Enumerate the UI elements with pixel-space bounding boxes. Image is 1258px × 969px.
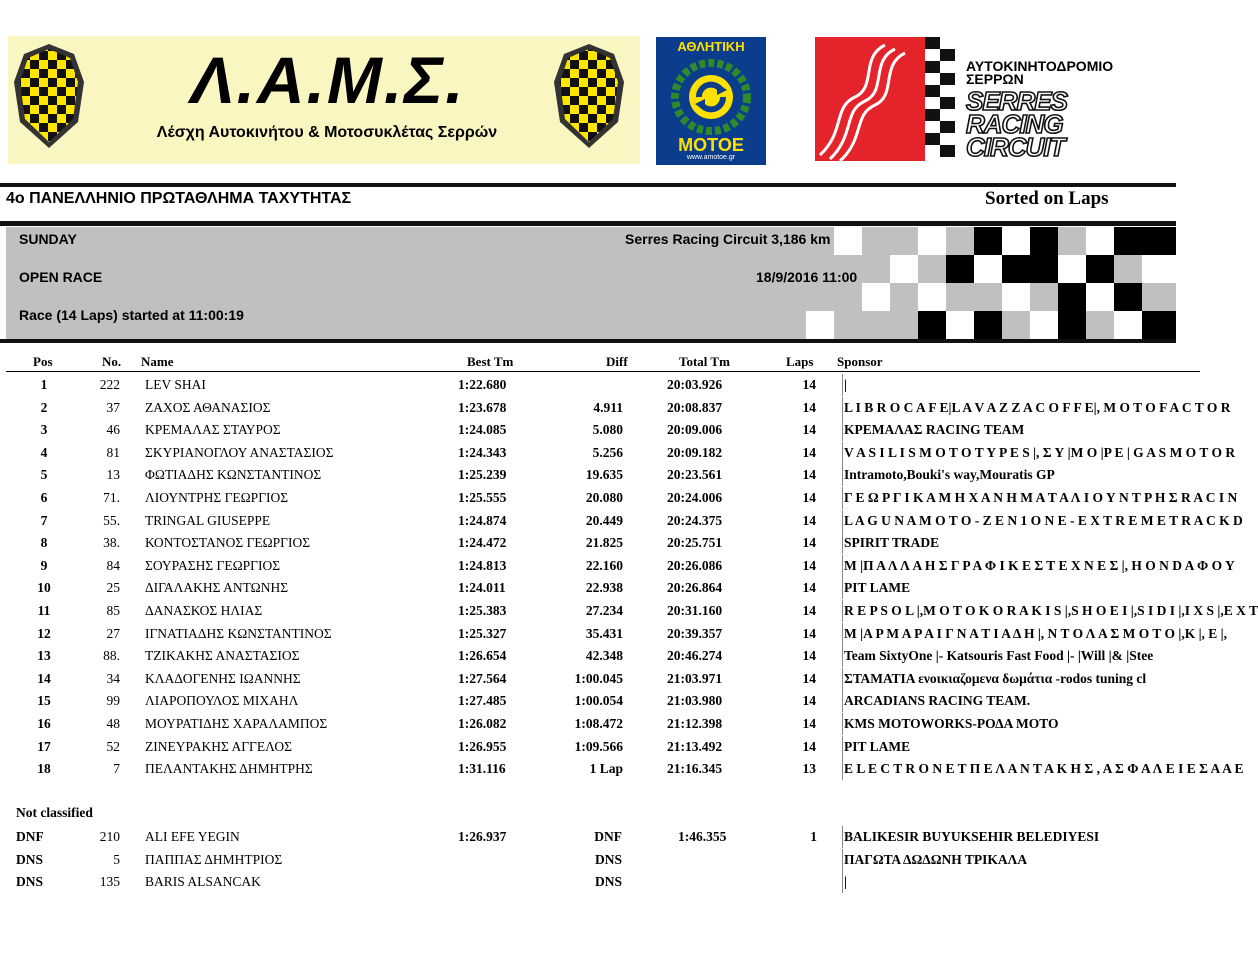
cell-diff: 42.348	[585, 648, 623, 664]
col-header-laps: Laps	[786, 354, 814, 369]
cell-no: 52	[106, 738, 120, 754]
cell-no: 13	[106, 467, 120, 483]
cell-total: 21:16.345	[667, 761, 723, 777]
racing-stripes-flag-icon	[815, 37, 955, 161]
cell-name: ΚΡΕΜΑΛΑΣ ΣΤΑΥΡΟΣ	[145, 422, 281, 438]
cell-pos: 10	[37, 580, 51, 596]
cell-best: 1:23.678	[458, 399, 507, 415]
cell-sponsor: |	[842, 871, 1174, 893]
divider-bottom	[0, 339, 1176, 343]
cell-name: ΣΚΥΡΙΑΝΟΓΛΟΥ ΑΝΑΣΤΑΣΙΟΣ	[145, 444, 334, 460]
cell-pos: 7	[40, 512, 48, 528]
table-row	[0, 577, 1200, 599]
col-header-name: Name	[141, 354, 174, 369]
cell-pos: 11	[37, 603, 51, 618]
cell-diff: 20.080	[585, 490, 623, 505]
cell-name: ΔΑΝΑΣΚΟΣ ΗΛΙΑΣ	[145, 603, 263, 618]
lams-logo	[8, 36, 640, 164]
cell-best: 1:24.874	[458, 512, 507, 528]
table-row	[0, 736, 1200, 758]
cell-no: 46	[106, 422, 120, 438]
cell-name: ΚΟΝΤΟΣΤΑΝΟΣ ΓΕΩΡΓΙΟΣ	[145, 535, 311, 551]
cell-sponsor: R E P S O L |,M O T O K O R A K I S |,S H O E I |,S I D I |,I X S |,E X T	[842, 600, 1174, 622]
cell-laps: 14	[802, 399, 816, 415]
cell-laps: 1	[810, 829, 817, 844]
cell-diff: 20.449	[585, 512, 623, 528]
cell-no: 38.	[103, 535, 120, 551]
cell-best: 1:26.937	[458, 829, 507, 844]
cell-pos: 1	[40, 377, 48, 392]
cell-pos: 3	[40, 422, 48, 438]
cell-diff: 1:00.054	[574, 693, 623, 709]
championship-title: 4ο ΠΑΝΕΛΛΗΝΙΟ ΠΡΩΤΑΘΛΗΜΑ ΤΑΧΥΤΗΤΑΣ	[6, 190, 352, 207]
race-name: OPEN RACE	[19, 269, 103, 285]
cell-diff: 4.911	[593, 399, 623, 415]
cell-no: 84	[106, 557, 120, 573]
cell-pos: 13	[37, 648, 51, 664]
cell-best: 1:31.116	[458, 761, 506, 777]
cell-name: TRINGAL GIUSEPPE	[145, 512, 271, 528]
cell-diff: 1 Lap	[589, 761, 623, 777]
cell-diff: 27.234	[585, 603, 623, 618]
cell-sponsor: ΣΤΑΜΑΤΙΑ ενοικιαζομενα δωμάτια -rodos tuning cl	[842, 668, 1174, 690]
cell-pos: 16	[37, 716, 51, 731]
lams-title: Λ.Α.Μ.Σ.	[190, 43, 466, 117]
cell-sponsor: ARCADIANS RACING TEAM.	[842, 690, 1174, 712]
cell-sponsor: KMS MOTOWORKS-ΡΟΔΑ ΜΟΤΟ	[842, 713, 1174, 735]
table-row	[0, 464, 1200, 486]
cell-diff: 5.256	[592, 444, 623, 460]
cell-total: 21:03.980	[667, 693, 723, 709]
cell-laps: 14	[802, 557, 816, 573]
cell-best: 1:24.085	[458, 422, 507, 438]
cell-sponsor: L A G U N A M O T O - Z E N 1 O N E - E X T R E M E T R A C K D	[842, 510, 1174, 532]
table-row	[0, 532, 1200, 554]
cell-pos: 8	[40, 535, 48, 551]
cell-no: 88.	[103, 648, 120, 664]
cell-pos: 5	[40, 467, 48, 483]
cell-name: ΠΕΛΑΝΤΑΚΗΣ ΔΗΜΗΤΡΗΣ	[145, 761, 313, 777]
cell-best: 1:24.472	[458, 535, 507, 551]
cell-no: 5	[113, 851, 120, 867]
cell-total: 21:12.398	[667, 716, 723, 731]
race-day: SUNDAY	[19, 231, 77, 247]
cell-sponsor: Γ Ε Ω Ρ Γ Ι Κ Α Μ Η Χ Α Ν Η Μ Α Τ Α Λ Ι Ο Υ Ν Τ Ρ Η Σ R A C I N	[842, 487, 1174, 509]
cell-best: 1:24.343	[458, 444, 507, 460]
cell-laps: 14	[802, 490, 816, 505]
cell-diff: 21.825	[585, 535, 623, 551]
motoe-name: MOTOE	[678, 135, 744, 155]
cell-laps: 14	[802, 625, 816, 641]
cell-diff: DNS	[594, 851, 622, 867]
cell-laps: 14	[802, 648, 816, 664]
checkered-shield-left-icon	[12, 42, 86, 150]
cell-pos: 14	[37, 670, 51, 686]
table-row	[0, 713, 1200, 735]
cell-total: 20:09.182	[667, 444, 723, 460]
table-row	[0, 419, 1200, 441]
cell-name: ΤΖΙΚΑΚΗΣ ΑΝΑΣΤΑΣΙΟΣ	[145, 648, 300, 664]
table-row	[0, 826, 1200, 848]
cell-total: 20:26.086	[667, 557, 723, 573]
cell-diff: 35.431	[585, 625, 623, 641]
cell-sponsor: Μ |Α Ρ Μ Α Ρ Α Ι Γ Ν Α Τ Ι Α Δ Η |, Ν Τ Ο Λ Α Σ Μ Ο Τ Ο |,Κ |, Ε |,	[842, 623, 1174, 645]
motoe-logo	[656, 37, 766, 165]
cell-diff: 22.160	[585, 557, 623, 573]
table-row	[0, 555, 1235, 577]
cell-sponsor: SPIRIT TRADE	[842, 532, 1174, 554]
cell-best: 1:25.383	[458, 603, 507, 618]
cell-best: 1:24.011	[458, 580, 506, 596]
cell-diff: DNF	[594, 829, 622, 844]
cell-laps: 14	[802, 512, 816, 528]
cell-name: ΛΙΑΡΟΠΟΥΛΟΣ ΜΙΧΑΗΛ	[145, 693, 299, 709]
laurel-wreath-icon	[671, 57, 751, 135]
table-row	[0, 668, 1200, 690]
cell-sponsor: PIT LAME	[842, 577, 1174, 599]
cell-laps: 14	[802, 535, 816, 551]
sort-label: Sorted on Laps	[985, 188, 1109, 209]
cell-sponsor: ΚΡΕΜΑΛΑΣ RACING TEAM	[842, 419, 1174, 441]
cell-sponsor: V A S I L I S M O T O T Y P E S |, Σ Υ |Μ Ο |Ρ Ε | G A S M O T O R	[842, 442, 1174, 464]
col-header-pos: Pos	[33, 354, 53, 369]
col-header-no: No.	[102, 354, 122, 369]
cell-laps: 14	[802, 580, 816, 596]
cell-total: 20:24.375	[667, 512, 723, 528]
col-header-sponsor: Sponsor	[837, 354, 883, 369]
cell-no: 37	[106, 399, 120, 415]
cell-laps: 14	[802, 467, 816, 483]
cell-sponsor: PIT LAME	[842, 736, 1174, 758]
cell-total: 1:46.355	[678, 829, 727, 844]
cell-pos: 6	[40, 490, 48, 505]
cell-total: 20:23.561	[667, 467, 723, 483]
cell-sponsor: L I B R O C A F E|L A V A Z Z A C O F F E|, M O T O F A C T O R	[842, 397, 1174, 419]
cell-name: ΙΓΝΑΤΙΑΔΗΣ ΚΩΝΣΤΑΝΤΙΝΟΣ	[145, 625, 332, 641]
table-row	[0, 758, 1244, 780]
circuit-greek-name: ΑΥΤΟΚΙΝΗΤΟΔΡΟΜΙΟ ΣΕΡΡΩΝ	[966, 58, 1114, 87]
cell-best: 1:26.654	[458, 648, 507, 664]
divider-top	[0, 183, 1176, 187]
cell-laps: 14	[802, 670, 816, 686]
table-row	[0, 487, 1238, 509]
cell-no: 71.	[103, 490, 120, 505]
cell-no: 99	[106, 693, 120, 709]
cell-name: ΜΟΥΡΑΤΙΔΗΣ ΧΑΡΑΛΑΜΠΟΣ	[145, 716, 328, 731]
table-row	[0, 374, 1200, 396]
cell-sponsor: BALIKESIR BUYUKSEHIR BELEDIYESI	[842, 826, 1174, 848]
table-header-rule	[6, 371, 1200, 372]
cell-no: 25	[106, 580, 120, 596]
table-row	[0, 871, 1200, 893]
cell-pos: 15	[37, 693, 51, 709]
table-row	[0, 623, 1228, 645]
table-row	[0, 442, 1236, 464]
cell-pos: DNS	[16, 874, 44, 889]
table-row	[0, 510, 1243, 532]
cell-best: 1:27.564	[458, 670, 507, 686]
cell-laps: 14	[802, 716, 816, 731]
cell-no: 27	[106, 625, 120, 641]
checkered-shield-right-icon	[552, 42, 626, 150]
cell-pos: 17	[37, 738, 51, 754]
cell-sponsor: E L E C T R O N E T Π Ε Λ Α Ν Τ Α Κ Η Σ , Α Σ Φ Α Λ Ε Ι Ε Σ Α Α Ε	[842, 758, 1174, 780]
cell-diff: 5.080	[592, 422, 623, 438]
cell-total: 20:08.837	[667, 399, 723, 415]
motoe-url: www.amotoe.gr	[686, 154, 736, 161]
cell-total: 20:25.751	[667, 535, 723, 551]
cell-laps: 14	[802, 377, 816, 392]
table-row	[0, 690, 1200, 712]
cell-name: ΚΛΑΔΟΓΕΝΗΣ ΙΩΑΝΝΗΣ	[145, 670, 301, 686]
cell-best: 1:22.680	[458, 377, 507, 392]
cell-no: 48	[106, 716, 120, 731]
cell-pos: 4	[40, 444, 48, 460]
cell-total: 21:13.492	[667, 738, 723, 754]
table-row	[0, 600, 1258, 622]
cell-diff: DNS	[594, 874, 622, 889]
race-datetime: 18/9/2016 11:00	[756, 269, 858, 285]
col-header-diff: Diff	[606, 354, 628, 369]
cell-name: ΦΩΤΙΑΔΗΣ ΚΩΝΣΤΑΝΤΙΝΟΣ	[145, 467, 322, 483]
cell-best: 1:26.955	[458, 738, 507, 754]
divider-mid	[0, 221, 1176, 226]
cell-pos: DNS	[16, 851, 44, 867]
cell-name: ΠΑΠΠΑΣ ΔΗΜΗΤΡΙΟΣ	[145, 851, 283, 867]
cell-name: ALI EFE YEGIN	[145, 829, 240, 844]
race-start-info: Race (14 Laps) started at 11:00:19	[19, 307, 244, 323]
cell-total: 20:46.274	[667, 648, 723, 664]
cell-total: 20:24.006	[667, 490, 723, 505]
cell-best: 1:26.082	[458, 716, 507, 731]
cell-laps: 14	[802, 422, 816, 438]
circuit-info: Serres Racing Circuit 3,186 km	[625, 231, 831, 247]
cell-total: 20:31.160	[667, 603, 723, 618]
cell-total: 20:03.926	[667, 377, 723, 392]
cell-diff: 22.938	[585, 580, 623, 596]
cell-diff: 19.635	[585, 467, 623, 483]
table-row	[0, 849, 1200, 871]
cell-best: 1:25.239	[458, 467, 507, 483]
cell-sponsor: Team SixtyOne |- Katsouris Fast Food |- |Will |& |Stee	[842, 645, 1174, 667]
cell-no: 85	[106, 603, 120, 618]
motoe-top-label: ΑΘΛΗΤΙΚΗ	[677, 39, 745, 54]
cell-sponsor: Intramoto,Bouki's way,Mouratis GP	[842, 464, 1174, 486]
cell-name: ΛΙΟΥΝΤΡΗΣ ΓΕΩΡΓΙΟΣ	[145, 490, 289, 505]
cell-name: ΖΙΝΕΥΡΑΚΗΣ ΑΓΓΕΛΟΣ	[145, 738, 292, 754]
cell-no: 34	[106, 670, 120, 686]
cell-name: ΔΙΓΑΛΑΚΗΣ ΑΝΤΩΝΗΣ	[145, 580, 289, 596]
cell-no: 55.	[103, 512, 120, 528]
cell-name: ΣΟΥΡΑΣΗΣ ΓΕΩΡΓΙΟΣ	[145, 557, 281, 573]
cell-laps: 13	[802, 761, 816, 777]
cell-pos: 18	[37, 761, 51, 777]
cell-sponsor: Μ |Π Α Λ Λ Α Η Σ Γ Ρ Α Φ Ι Κ Ε Σ Τ Ε Χ Ν Ε Σ |, H O N D A Φ Ο Υ	[842, 555, 1174, 577]
cell-laps: 14	[802, 738, 816, 754]
col-header-total: Total Tm	[679, 354, 730, 369]
table-row	[0, 645, 1200, 667]
lams-subtitle: Λέσχη Αυτοκινήτου & Μοτοσυκλέτας Σερρών	[156, 124, 498, 141]
cell-pos: 9	[40, 557, 48, 573]
table-row	[0, 397, 1231, 419]
cell-best: 1:25.327	[458, 625, 507, 641]
cell-total: 20:09.006	[667, 422, 723, 438]
cell-diff: 1:08.472	[574, 716, 623, 731]
cell-sponsor: |	[842, 374, 1174, 396]
cell-no: 81	[106, 444, 120, 460]
cell-no: 7	[113, 761, 120, 777]
col-header-best: Best Tm	[467, 354, 514, 369]
cell-no: 135	[99, 874, 120, 889]
cell-laps: 14	[802, 693, 816, 709]
cell-laps: 14	[802, 444, 816, 460]
cell-sponsor: ΠΑΓΩΤΑ ΔΩΔΩΝΗ ΤΡΙΚΑΛΑ	[842, 849, 1174, 871]
not-classified-label: Not classified	[16, 805, 93, 820]
circuit-logo-name: SERRES RACING CIRCUIT	[966, 86, 1067, 162]
cell-total: 20:39.357	[667, 625, 723, 641]
cell-diff: 1:00.045	[574, 670, 623, 686]
cell-name: BARIS ALSANCAK	[145, 874, 261, 889]
cell-total: 20:26.864	[667, 580, 723, 596]
cell-best: 1:25.555	[458, 490, 507, 505]
cell-diff: 1:09.566	[574, 738, 623, 754]
cell-total: 21:03.971	[667, 670, 723, 686]
checkered-flag-pattern	[806, 227, 1176, 339]
cell-pos: 2	[40, 399, 48, 415]
cell-best: 1:24.813	[458, 557, 507, 573]
cell-pos: DNF	[16, 829, 44, 844]
cell-no: 222	[99, 377, 120, 392]
cell-pos: 12	[37, 625, 51, 641]
cell-no: 210	[99, 829, 120, 844]
cell-best: 1:27.485	[458, 693, 507, 709]
cell-name: LEV SHAI	[145, 377, 206, 392]
cell-name: ΖΑΧΟΣ ΑΘΑΝΑΣΙΟΣ	[145, 399, 271, 415]
cell-laps: 14	[802, 603, 816, 618]
